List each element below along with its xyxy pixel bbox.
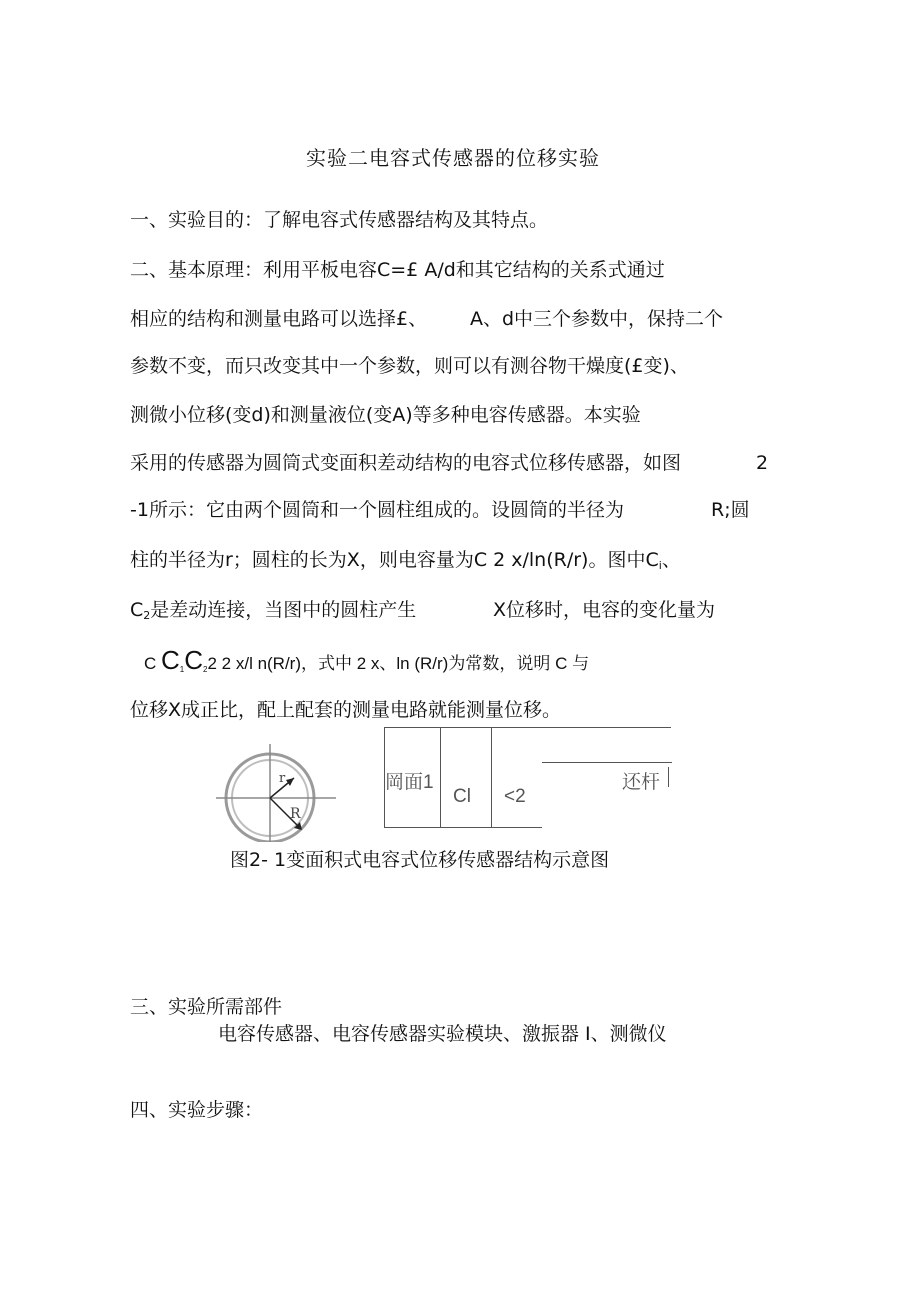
line-9-subscript: 2	[143, 609, 151, 622]
label-big-r: R	[290, 806, 301, 822]
principle-line-5: 测微小位移(变d)和测量液位(变A)等多种电容传感器。本实验	[130, 404, 641, 426]
line-9-text: 是差动连接，当图中的圆柱产生	[150, 599, 417, 621]
line-8-text: 柱的半径为r；圆柱的长为X，则电容量为C 2 x/ln(R/r)。图中C	[130, 549, 659, 571]
outer-cylinder-label: 岡面1	[385, 772, 434, 793]
line-8-end: 、	[661, 549, 681, 571]
principle-line-4: 参数不变，而只改变其中一个参数，则可以有测谷物干燥度(£变)、	[130, 355, 689, 377]
principle-line-7a: -1所示：它由两个圆筒和一个圆柱组成的。设圆筒的半径为	[130, 499, 624, 521]
formula-c1: C	[161, 645, 180, 675]
formula-c2: C	[184, 645, 204, 675]
principle-line-3b: A、d中三个参数中，保持二个	[470, 308, 724, 330]
principle-line-9c: X位移时，电容的变化量为	[493, 599, 716, 621]
principle-line-9a	[130, 598, 416, 628]
principle-line-8	[130, 548, 681, 578]
rod-label: 还杆	[622, 772, 661, 793]
section-steps: 四、实验步骤：	[130, 1099, 264, 1121]
section-components: 三、实验所需部件	[130, 996, 283, 1018]
principle-line-7b: R;圆	[711, 499, 750, 521]
principle-line-6a: 采用的传感器为圆筒式变面积差动结构的电容式位移传感器，如图	[130, 452, 682, 474]
principle-line-6b: 2	[756, 452, 769, 474]
formula-line	[144, 646, 589, 684]
formula-c2-sub: 2	[203, 665, 208, 674]
formula-delta-c: C	[144, 654, 157, 673]
formula-c1-sub: 1	[179, 665, 185, 674]
page-title: 实验二电容式传感器的位移实验	[306, 146, 600, 170]
box-divider-2	[491, 727, 492, 828]
cross-section-figure	[214, 742, 342, 842]
rod-end-tick	[668, 767, 669, 787]
rod-top-line	[542, 762, 672, 763]
radius-r-arrowhead	[286, 778, 294, 786]
box-bottom-border	[384, 827, 542, 828]
principle-line-3a: 相应的结构和测量电路可以选择£、	[130, 308, 428, 330]
components-list: 电容传感器、电容传感器实验模块、激振器 I、测微仪	[218, 1023, 667, 1045]
figure-caption: 图2- 1变面积式电容式位移传感器结构示意图	[230, 849, 610, 871]
section-purpose: 一、实验目的：了解电容式传感器结构及其特点。	[130, 209, 549, 231]
capacitor-c2-label: <2	[504, 786, 526, 807]
line-8-subscript: i	[658, 559, 662, 572]
principle-line-11: 位移X成正比，配上配套的测量电路就能测量位移。	[130, 699, 562, 721]
label-small-r: r	[279, 771, 286, 786]
formula-rest: 2 2 x/l n(R/r)，式中 2 x、ln (R/r)为常数，说明 C 与	[207, 654, 590, 673]
capacitor-c1-label: Cl	[453, 786, 471, 807]
box-top-border	[384, 727, 671, 728]
section-principle-line: 二、基本原理：利用平板电容C=£ A/d和其它结构的关系式通过	[130, 259, 665, 281]
line-9-c: C	[130, 599, 144, 621]
box-divider-1	[440, 727, 441, 828]
